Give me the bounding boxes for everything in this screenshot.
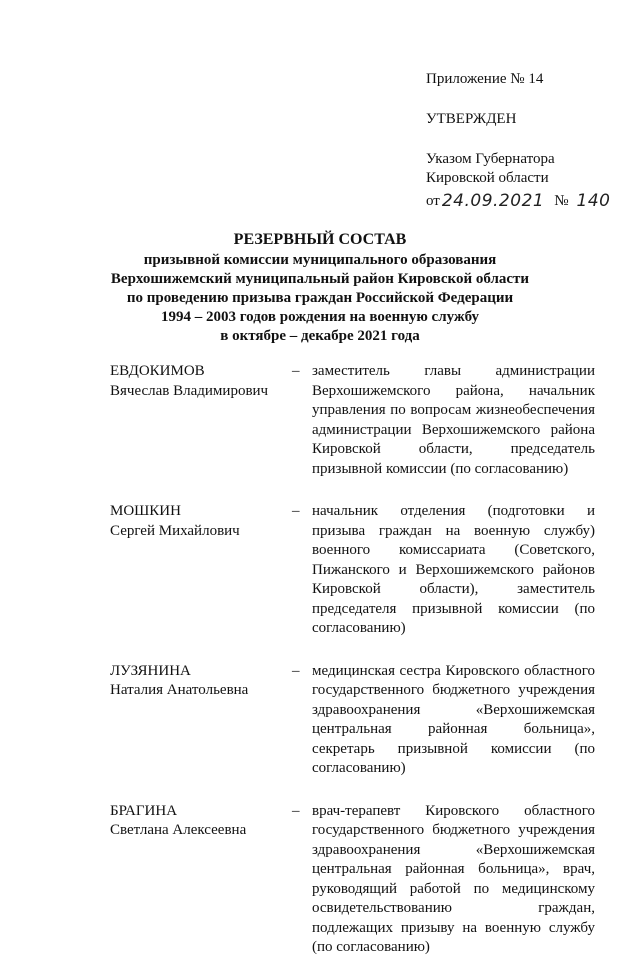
member-given-names: Сергей Михайлович bbox=[110, 522, 240, 539]
member-surname: ЛУЗЯНИНА bbox=[110, 662, 191, 679]
approved-label: УТВЕРЖДЕН bbox=[426, 111, 517, 127]
decree-date: 24.09.2021 bbox=[441, 191, 545, 211]
member-role: врач-терапевт Кировского областного государственного бюджетного учреждения здравоохранения «Верхошижемская центральная районная больница», врач, руководящий работой по медицинскому освидетельствованию граждан, подлежащих призыву на военную службу (по согласованию) bbox=[312, 802, 595, 955]
member-dash: – bbox=[292, 662, 300, 679]
decree-number: 140 bbox=[576, 191, 611, 211]
member-bragina bbox=[110, 802, 595, 958]
member-role: медицинская сестра Кировского областного государственного бюджетного учреждения здравоохранения «Верхошижемская центральная районная больница», секретарь призывной комиссии (по согласованию) bbox=[312, 662, 595, 776]
title-line-5: в октябре – декабре 2021 года bbox=[220, 328, 420, 344]
title-line-3: по проведению призыва граждан Российской Федерации bbox=[126, 290, 514, 306]
approval-stamp bbox=[426, 70, 626, 211]
members-list bbox=[110, 362, 595, 958]
title-line-4: 1994 – 2003 годов рождения на военную службу bbox=[160, 309, 480, 325]
number-prefix: № bbox=[554, 193, 569, 209]
member-surname: ЕВДОКИМОВ bbox=[110, 363, 205, 379]
member-moshkin bbox=[110, 502, 595, 639]
member-surname: БРАГИНА bbox=[110, 802, 178, 819]
member-dash: – bbox=[292, 802, 300, 819]
member-given-names: Наталия Анатольевна bbox=[110, 682, 249, 698]
appendix-label: Приложение № 14 bbox=[426, 71, 544, 87]
member-role: начальник отделения (подготовки и призыва граждан на военную службу) военного комиссариата (Советского, Пижанского и Верхошижемского районов Кировской области), заместитель председателя призывной комиссии (по согласованию) bbox=[312, 503, 595, 636]
decree-line-2: Кировской области bbox=[426, 170, 549, 186]
member-given-names: Светлана Алексеевна bbox=[110, 822, 247, 838]
member-dash: – bbox=[292, 503, 300, 519]
member-role: заместитель главы администрации Верхошижемского района, начальник управления по вопросам жизнеобеспечения администрации Верхошижемского района Кировской области, председатель призывной комиссии (по согласованию) bbox=[312, 363, 595, 477]
member-evdokimov bbox=[110, 362, 595, 479]
member-dash: – bbox=[292, 363, 300, 379]
title-line-2: Верхошижемский муниципальный район Кировской области bbox=[110, 271, 530, 287]
date-prefix: от bbox=[426, 193, 440, 209]
title-line-1: призывной комиссии муниципального образования bbox=[143, 252, 497, 268]
document-title bbox=[60, 230, 580, 346]
decree-date-number bbox=[426, 189, 626, 211]
member-given-names: Вячеслав Владимирович bbox=[110, 382, 269, 399]
member-surname: МОШКИН bbox=[110, 503, 181, 519]
decree-line-1: Указом Губернатора bbox=[426, 151, 555, 167]
member-luzyanina bbox=[110, 662, 595, 779]
title-main: РЕЗЕРВНЫЙ СОСТАВ bbox=[233, 231, 407, 248]
